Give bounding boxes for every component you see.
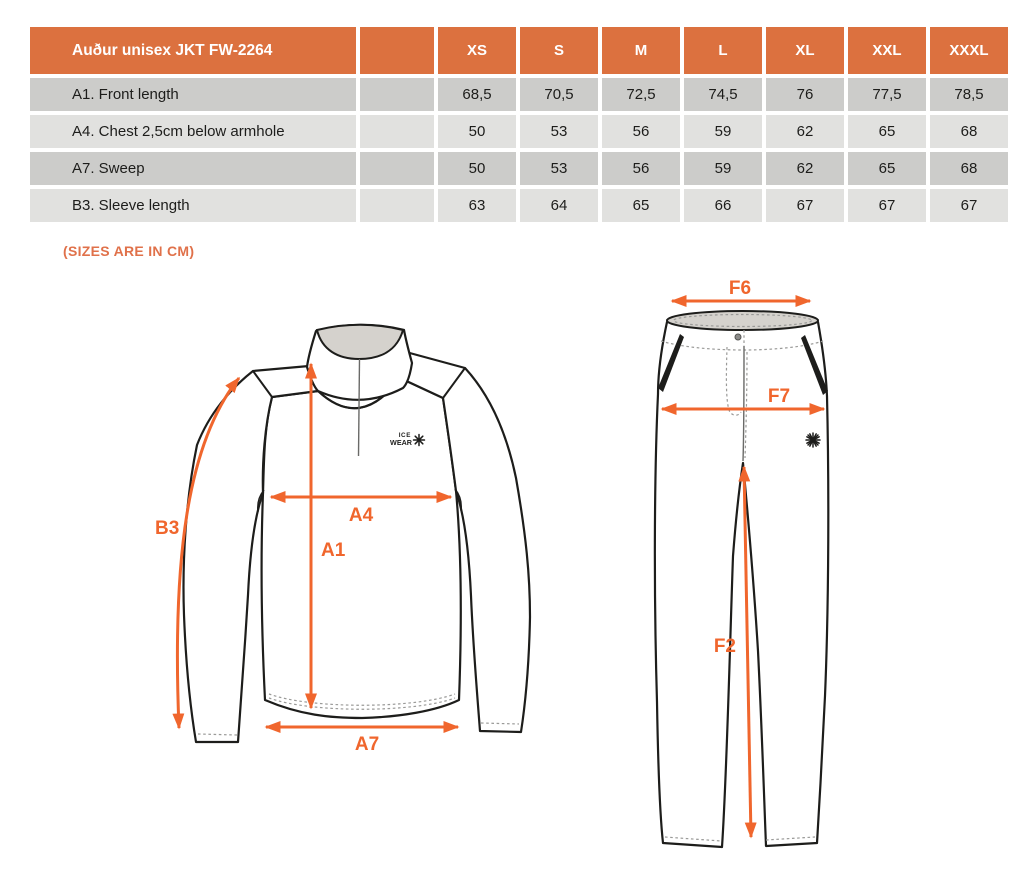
- icewear-logo-text-wear: WEAR: [390, 438, 412, 447]
- row-spacer-cell: [360, 115, 434, 148]
- snowflake-icon: [806, 433, 820, 447]
- size-value-cell: 65: [848, 152, 926, 185]
- row-spacer-cell: [360, 152, 434, 185]
- size-value-cell: 62: [766, 152, 844, 185]
- size-value-cell: 56: [602, 152, 680, 185]
- size-value-cell: 72,5: [602, 78, 680, 111]
- size-col-header-xl: XL: [766, 27, 844, 74]
- size-value-cell: 63: [438, 189, 516, 222]
- size-col-header-xxxl: XXXL: [930, 27, 1008, 74]
- zipper-line: [359, 359, 360, 456]
- snowflake-icon: [414, 435, 425, 446]
- row-spacer-cell: [360, 189, 434, 222]
- size-value-cell: 65: [602, 189, 680, 222]
- size-value-cell: 53: [520, 152, 598, 185]
- size-value-cell: 67: [930, 189, 1008, 222]
- measure-label-a4: A4: [348, 505, 374, 526]
- row-label: A1. Front length: [30, 78, 356, 111]
- size-col-header-xxl: XXL: [848, 27, 926, 74]
- row-label: A4. Chest 2,5cm below armhole: [30, 115, 356, 148]
- waistband-inner: [667, 311, 818, 330]
- header-spacer-cell: [360, 27, 434, 74]
- measure-label-f2: F2: [713, 636, 736, 657]
- row-label: A7. Sweep: [30, 152, 356, 185]
- size-value-cell: 68: [930, 152, 1008, 185]
- measure-label-f7: F7: [767, 386, 791, 407]
- pants-technical-drawing: [628, 275, 928, 875]
- measure-label-f6: F6: [728, 278, 752, 299]
- sizes-unit-note: (SIZES ARE IN CM): [63, 243, 195, 259]
- jacket-technical-drawing: [140, 295, 580, 775]
- size-value-cell: 65: [848, 115, 926, 148]
- size-col-header-s: S: [520, 27, 598, 74]
- icewear-logo-text-ice: ICE: [398, 432, 411, 439]
- waist-button: [735, 334, 741, 340]
- size-col-header-m: M: [602, 27, 680, 74]
- size-value-cell: 76: [766, 78, 844, 111]
- size-value-cell: 67: [766, 189, 844, 222]
- size-value-cell: 68,5: [438, 78, 516, 111]
- size-value-cell: 66: [684, 189, 762, 222]
- size-value-cell: 59: [684, 152, 762, 185]
- row-spacer-cell: [360, 78, 434, 111]
- size-value-cell: 67: [848, 189, 926, 222]
- size-value-cell: 68: [930, 115, 1008, 148]
- measure-label-b3: B3: [155, 518, 180, 539]
- size-value-cell: 74,5: [684, 78, 762, 111]
- size-value-cell: 53: [520, 115, 598, 148]
- size-table: [30, 27, 1008, 222]
- table-title: Auður unisex JKT FW-2264: [30, 27, 356, 74]
- size-value-cell: 62: [766, 115, 844, 148]
- size-value-cell: 64: [520, 189, 598, 222]
- jacket-outline: [184, 325, 530, 742]
- measure-label-a7: A7: [354, 734, 380, 755]
- row-label: B3. Sleeve length: [30, 189, 356, 222]
- measure-label-a1: A1: [321, 540, 346, 561]
- size-value-cell: 50: [438, 152, 516, 185]
- pants-outline: [655, 311, 828, 847]
- size-value-cell: 78,5: [930, 78, 1008, 111]
- size-col-header-xs: XS: [438, 27, 516, 74]
- size-value-cell: 56: [602, 115, 680, 148]
- size-value-cell: 77,5: [848, 78, 926, 111]
- size-value-cell: 70,5: [520, 78, 598, 111]
- size-value-cell: 50: [438, 115, 516, 148]
- size-value-cell: 59: [684, 115, 762, 148]
- size-col-header-l: L: [684, 27, 762, 74]
